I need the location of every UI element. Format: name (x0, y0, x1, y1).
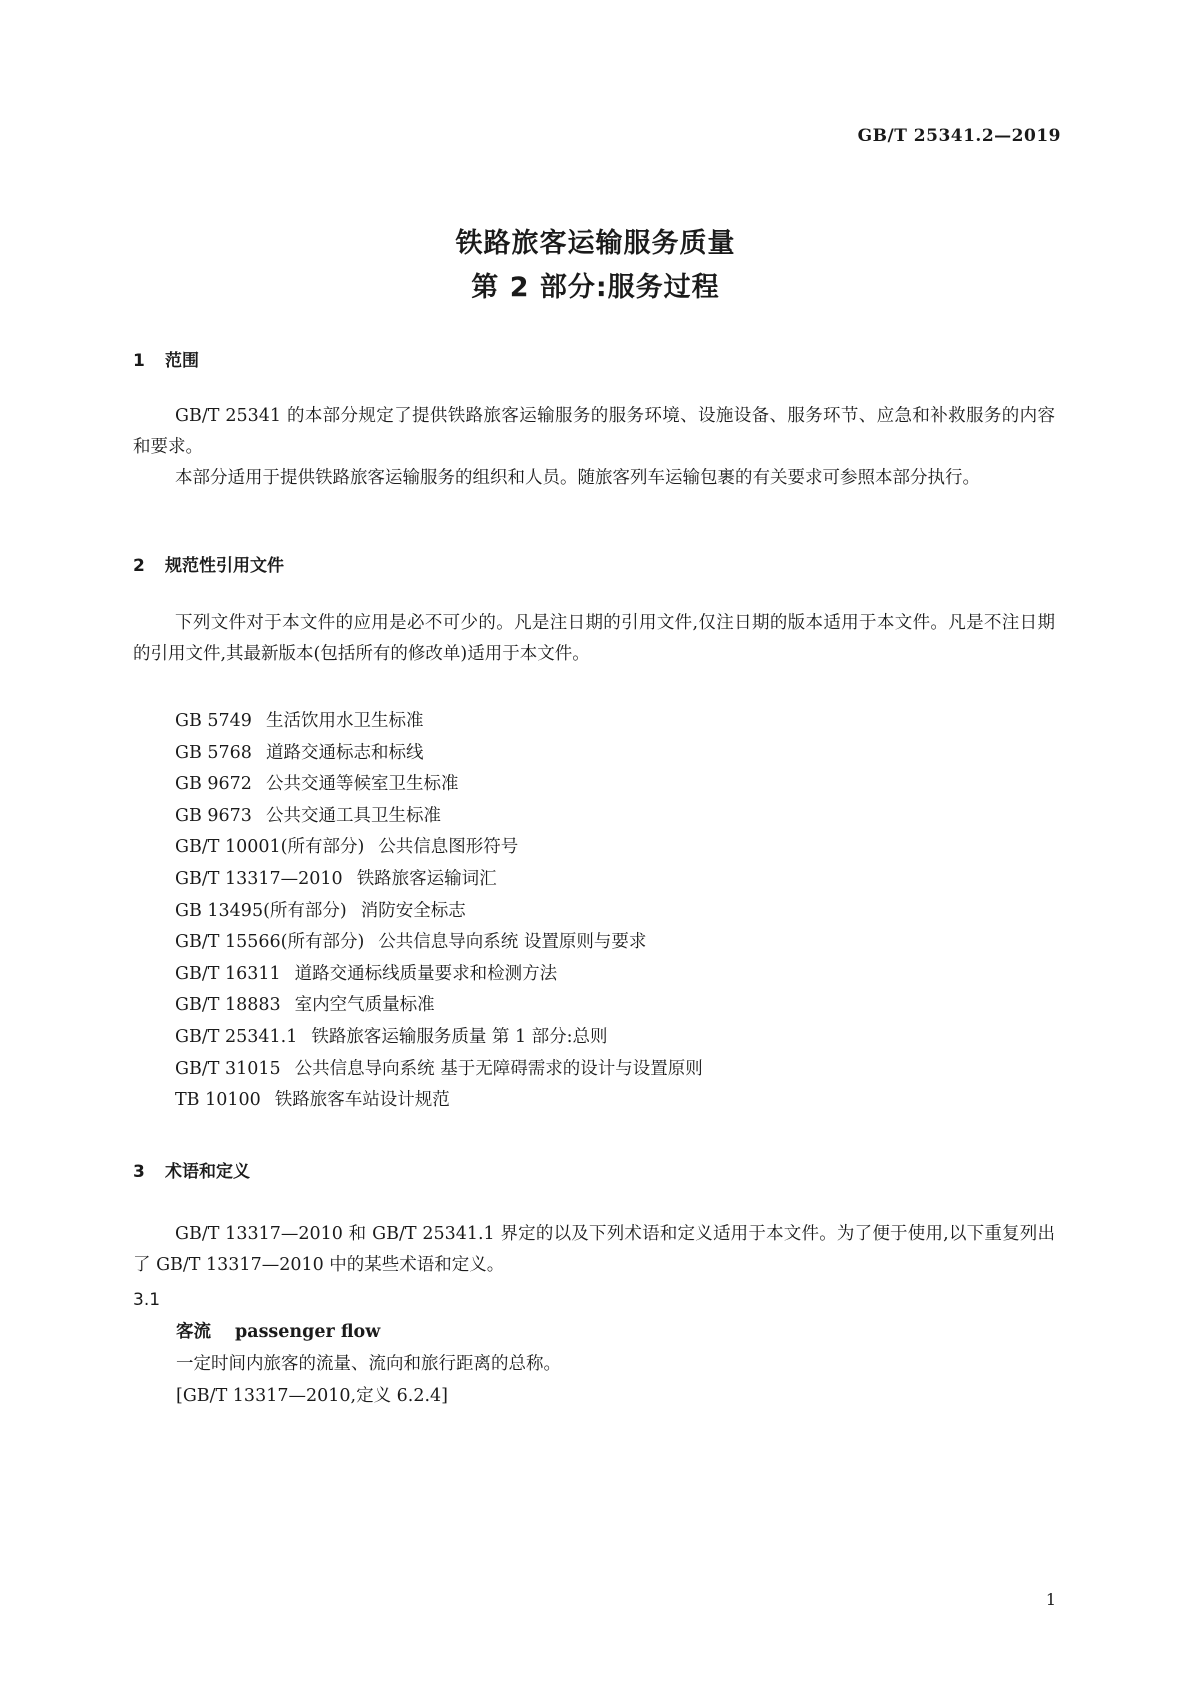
term-source: [GB/T 13317—2010,定义 6.2.4] (176, 1386, 448, 1406)
reference-title: 铁路旅客运输词汇 (356, 868, 497, 889)
section-title: 范围 (165, 351, 199, 371)
reference-item (175, 738, 703, 770)
section-1-paragraph-2: 本部分适用于提供铁路旅客运输服务的组织和人员。随旅客列车运输包裹的有关要求可参照本部分执行。 (175, 468, 980, 488)
section-number: 2 (133, 556, 145, 576)
reference-item (175, 959, 703, 991)
section-number: 1 (133, 351, 145, 371)
reference-code: GB 9673 (175, 805, 252, 826)
reference-code: GB/T 25341.1 (175, 1026, 298, 1047)
reference-title: 道路交通标志和标线 (265, 742, 424, 763)
page-number: 1 (1045, 1590, 1056, 1609)
reference-title: 公共信息导向系统 基于无障碍需求的设计与设置原则 (294, 1058, 703, 1079)
reference-title: 生活饮用水卫生标准 (265, 711, 424, 731)
reference-code: GB/T 18883 (175, 995, 281, 1016)
reference-code: GB/T 10001(所有部分) (175, 837, 365, 858)
reference-item (175, 1085, 703, 1117)
document-title (0, 222, 1191, 310)
reference-item (175, 832, 703, 864)
section-3-intro: GB/T 13317—2010 和 GB/T 25341.1 界定的以及下列术语和定义适用于本文件。为了便于使用,以下重复列出了 GB/T 13317—2010 中的某些术语和定义。 (133, 1224, 1055, 1275)
reference-code: GB/T 16311 (175, 963, 281, 984)
section-2-heading (133, 551, 284, 576)
section-3-heading (133, 1157, 250, 1182)
title-line-2: 第 2 部分:服务过程 (471, 272, 720, 303)
section-1-paragraph-1: GB/T 25341 的本部分规定了提供铁路旅客运输服务的服务环境、设施设备、服务环节、应急和补救服务的内容和要求。 (133, 406, 1055, 457)
reference-title: 公共交通等候室卫生标准 (265, 774, 459, 795)
section-number: 3 (133, 1162, 145, 1182)
reference-code: GB/T 15566(所有部分) (175, 932, 365, 953)
reference-title: 铁路旅客运输服务质量 第 1 部分:总则 (311, 1026, 608, 1047)
reference-code: GB 13495(所有部分) (175, 900, 347, 921)
reference-item (175, 769, 703, 801)
section-2-intro: 下列文件对于本文件的应用是必不可少的。凡是注日期的引用文件,仅注日期的版本适用于本文件。凡是不注日期的引用文件,其最新版本(包括所有的修改单)适用于本文件。 (133, 613, 1055, 664)
reference-item (175, 990, 703, 1022)
reference-item (175, 801, 703, 833)
reference-code: GB 5749 (175, 711, 252, 731)
reference-item (175, 896, 703, 928)
section-title: 规范性引用文件 (165, 556, 284, 576)
reference-title: 公共信息图形符号 (378, 837, 519, 858)
reference-item (175, 864, 703, 896)
reference-item (175, 927, 703, 959)
term-english: passenger flow (235, 1322, 381, 1342)
reference-code: GB/T 13317—2010 (175, 868, 343, 889)
reference-item (175, 706, 703, 738)
standard-code: GB/T 25341.2—2019 (857, 126, 1061, 146)
title-line-1: 铁路旅客运输服务质量 (455, 228, 736, 259)
section-1-heading (133, 346, 199, 371)
term-number: 3.1 (133, 1290, 161, 1310)
reference-title: 道路交通标线质量要求和检测方法 (294, 963, 558, 984)
term-heading (176, 1317, 380, 1348)
reference-code: TB 10100 (175, 1090, 261, 1111)
term-chinese: 客流 (176, 1322, 211, 1342)
reference-title: 室内空气质量标准 (294, 995, 435, 1016)
reference-title: 铁路旅客车站设计规范 (274, 1090, 450, 1111)
reference-list (175, 706, 703, 1117)
term-definition: 一定时间内旅客的流量、流向和旅行距离的总称。 (176, 1354, 561, 1374)
reference-item (175, 1022, 703, 1054)
reference-code: GB 9672 (175, 774, 252, 795)
reference-code: GB/T 31015 (175, 1058, 281, 1079)
section-title: 术语和定义 (165, 1162, 250, 1182)
reference-title: 公共交通工具卫生标准 (265, 805, 441, 826)
reference-code: GB 5768 (175, 742, 252, 763)
reference-title: 消防安全标志 (360, 900, 466, 921)
reference-item (175, 1054, 703, 1086)
reference-title: 公共信息导向系统 设置原则与要求 (378, 932, 647, 953)
